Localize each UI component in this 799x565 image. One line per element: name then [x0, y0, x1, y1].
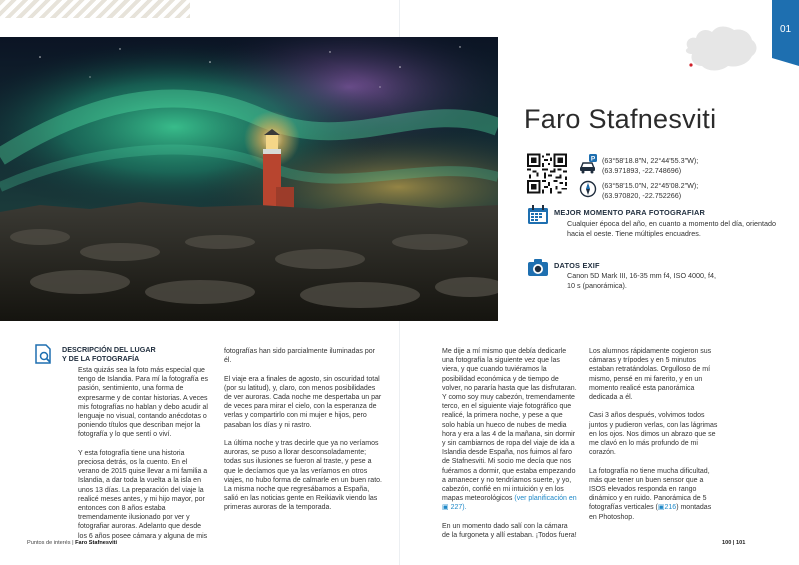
page-ref-icon: ▣ [657, 504, 665, 512]
footer-section: Puntos de interés | Faro Stafnesviti [27, 540, 118, 546]
parking-coordinates: (63°58'18.8"N, 22°44'55.3"W); (63.971893, -22.748696) [602, 156, 699, 175]
compass-icon [578, 179, 598, 199]
document-search-icon [32, 343, 56, 367]
chapter-tab [772, 0, 799, 66]
best-moment-heading: MEJOR MOMENTO PARA FOTOGRAFIAR [554, 208, 706, 217]
lighthouse-aurora-photo [0, 37, 498, 321]
svg-text:P: P [590, 155, 596, 163]
text-column-1: Esta quizás sea la foto más especial que tengo de Islandia. Para mí la fotografía es pasión, sentimiento, una forma de expresarme y de contar historias. A veces mis fotografías no hablan y debo acudir al lenguaje no visual, contando anécdotas o poniendo títulos que describan mejor la fotografía y lo que sentí o viví. Y esta fotografía tiene una historia preciosa detrás, os la cuento. En el verano de 2015 quise llevar a mi familia a Islandia, a dar toda la vuelta a la isla en unos 13 días. La preparación del viaje la realicé meses antes, y mi hijo mayor, por entonces con 8 años estaba tremendamente ilusionado por ver y fotografiar auroras. Adelanto que desde los 6 años posee cámara y alguna de mis [78, 367, 208, 540]
text-column-4: Los alumnos rápidamente cogieron sus cámaras y trípodes y en 5 minutos estaban retratándolas. Orgulloso de mí mismo, pensé en mi farerito, y en un momento realicé esta panorámica dedicada a él. Casi 3 años después, volvimos todos juntos y pudieron verlas, con las lágrimas en los ojos. Nos dimos un abrazo que se me clavó en lo más profundo de mi corazón. La fotografía no tiene mucha dificultad, más que tener un buen sensor que a ISOS elevados responda en rango dinámico y en ruido. Panorámica de 5 fotografías verticales (▣216) montadas en Photoshop. [589, 348, 718, 521]
best-moment-text: Cualquier época del año, en cuanto a momento del día, orientado hacia el oeste. Tiene múltiples encuadres. [567, 219, 776, 238]
iceland-locator-map [678, 18, 762, 76]
footer-page-numbers: 100 | 101 [722, 540, 746, 546]
planning-link[interactable]: (ver planificación en ▣ 227). [442, 495, 577, 512]
exif-text: Canon 5D Mark III, 16-35 mm f4, ISO 4000, f4, 10 s (panorámica). [567, 271, 717, 290]
exif-heading: DATOS EXIF [554, 261, 600, 270]
text-column-3: Me dije a mí mismo que debía dedicarle una fotografía la siguiente vez que las viera, y que cuando tuviéramos la posibilidad económica y de tiempo de volver, no pararía hasta que las disfrutaran. Y como soy muy cabezón, tremendamente terco, en el siguiente viaje fotográfico que realicé, la primera noche, y pese a que solo había un hueco de nubes de media hora y era a las 4 de la mañana, sin dormir y sin cambiarnos de ropa del viaje de ida a Islandia desde España, nos fuimos al faro de Stafnesviti. Mi socio me decía que nos fuéramos a dormir, que estaba empezando a amanecer y no tendríamos suerte, y yo, cabezón, confié en mi intuición y en los mapas meteorológicos (ver planificación en ▣ 227). En un momento dado salí con la cámara de la furgoneta y allí estaban. ¡Todos fuera! [442, 348, 577, 540]
qr-code [527, 153, 567, 194]
camera-icon [527, 257, 549, 277]
car-parking-icon [578, 154, 598, 174]
text-column-2: fotografías han sido parcialmente iluminadas por él. El viaje era a finales de agosto, sin oscuridad total (por su latitud), y, claro, con menos posibilidades de ver auroras. Cada noche me despertaba un par de veces para mirar el cielo, con la esperanza de verlas y compartirlo con mi mujer e hijos, pero pasaban los días y ni rastro. La última noche y tras decirle que ya no veríamos auroras, se puso a llorar desconsoladamente; todas sus ilusiones se fueron al traste, y pese a que le decíamos que ya las veríamos en otros viajes, no hubo forma de calmarle en un buen rato. La misma noche que regresábamos a España, salió en las noticias gente en Reikiavik viendo las primeras auroras de la temporada. [224, 348, 382, 512]
decorative-hatch [0, 0, 190, 18]
description-heading: DESCRIPCIÓN DEL LUGAR Y DE LA FOTOGRAFÍA [62, 345, 156, 363]
photo-spot-coordinates: (63°58'15.0"N, 22°45'08.2"W); (63.970820, -22.752266) [602, 181, 699, 200]
location-marker [689, 63, 692, 66]
calendar-icon [527, 205, 549, 225]
photos-ref-link[interactable]: ▣216 [657, 504, 677, 512]
page-ref-icon: ▣ [442, 504, 449, 512]
chapter-number: 01 [779, 24, 792, 35]
page-title: Faro Stafnesviti [524, 104, 717, 134]
